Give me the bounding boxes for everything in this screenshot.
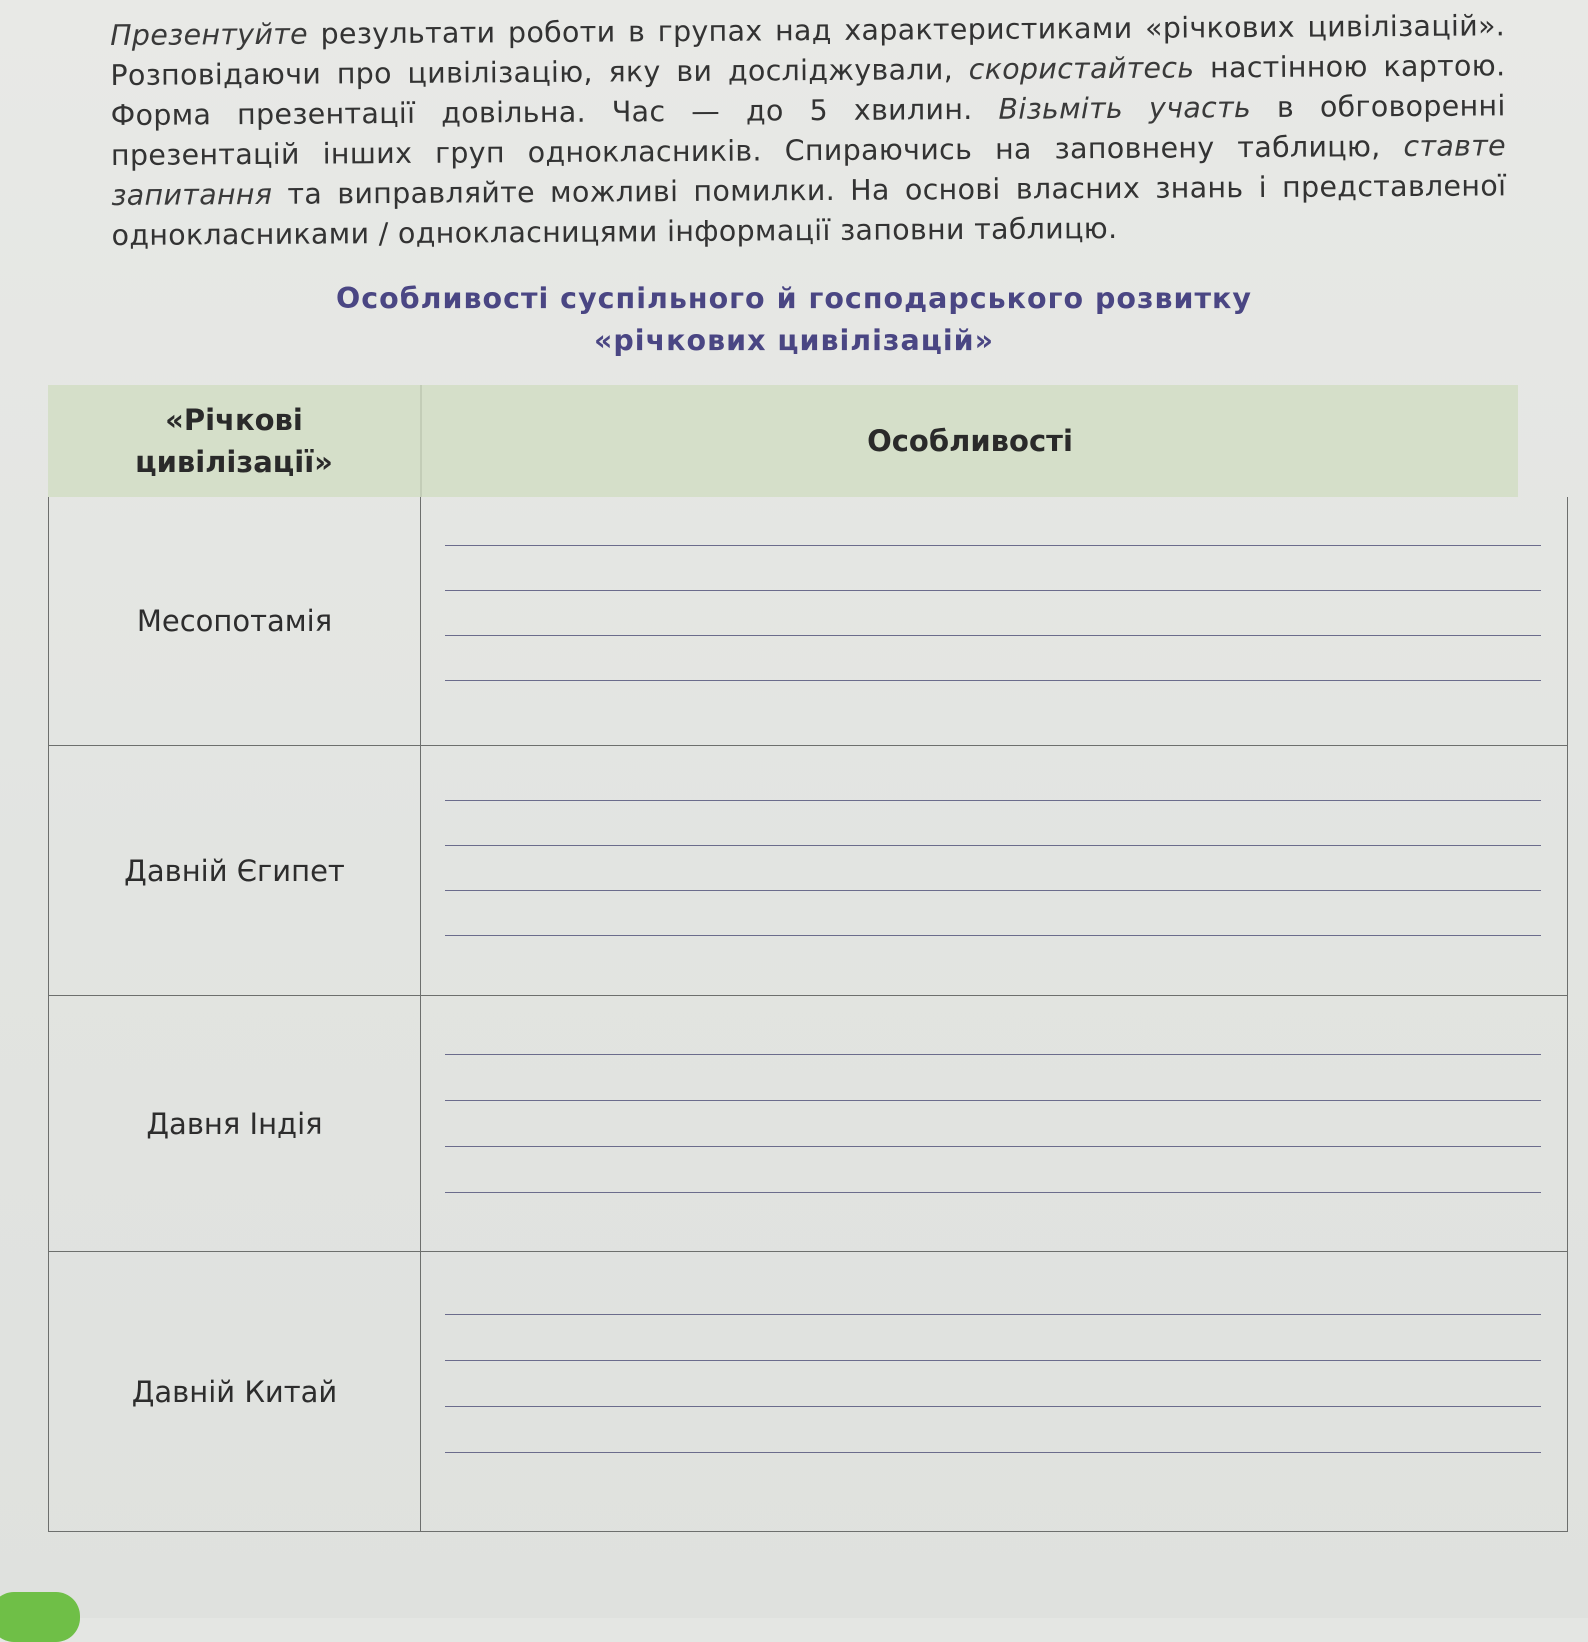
answer-line[interactable] [445, 1146, 1541, 1147]
instruction-verb-present: Презентуйте [110, 17, 309, 52]
answer-line[interactable] [445, 800, 1541, 801]
header-features: Особливості [867, 424, 1073, 458]
answer-line[interactable] [445, 545, 1541, 546]
answer-line[interactable] [445, 680, 1541, 681]
answer-line[interactable] [445, 1054, 1541, 1055]
answer-line[interactable] [445, 890, 1541, 891]
table-row [49, 497, 1567, 745]
table-title [0, 278, 1588, 362]
answer-lines-cell[interactable] [421, 1252, 1567, 1531]
table-row [49, 1251, 1567, 1531]
civilization-name: Давня Індія [49, 996, 421, 1251]
instruction-text-3: в обговоренні презентацій інших груп однокласників. Спираючись на заповнену таблицю, [110, 89, 1506, 172]
header-civilizations-line-1: «Річкові [165, 403, 303, 437]
header-civilizations-line-2: цивілізації» [135, 445, 333, 479]
table-title-line-2: «річкових цивілізацій» [594, 324, 994, 357]
answer-line[interactable] [445, 635, 1541, 636]
answer-line[interactable] [445, 1452, 1541, 1453]
table-title-line-1: Особливості суспільного й господарського розвитку [336, 282, 1252, 315]
page-corner-tab [0, 1592, 80, 1642]
answer-lines-cell[interactable] [421, 497, 1567, 745]
answer-line[interactable] [445, 1192, 1541, 1193]
answer-line[interactable] [445, 590, 1541, 591]
table-row [49, 745, 1567, 995]
header-civilizations [48, 385, 420, 497]
answer-line[interactable] [445, 1100, 1541, 1101]
answer-lines-cell[interactable] [421, 996, 1567, 1251]
answer-line[interactable] [445, 1406, 1541, 1407]
task-instructions [110, 6, 1507, 256]
instruction-text-2: настінною картою. Форма презентації довільна. Час — до 5 хвилин. [110, 49, 1506, 132]
instruction-text-4: та виправляйте можливі помилки. На основі власних знань і представленої однокласниками / однокласницями інформації заповни таблицю. [111, 169, 1507, 252]
answer-line[interactable] [445, 935, 1541, 936]
table-body [48, 497, 1568, 1531]
answer-lines-cell[interactable] [421, 746, 1567, 995]
table-header [48, 385, 1518, 497]
civilization-name: Давній Єгипет [49, 746, 421, 995]
answer-line[interactable] [445, 1314, 1541, 1315]
instruction-text-1: результати роботи в групах над характеристиками «річкових цивілізацій». Розповідаючи про цивілізацію, яку ви досліджували, [110, 9, 1506, 92]
civilizations-table [48, 385, 1568, 1532]
table-row [49, 995, 1567, 1251]
instruction-verb-use: скористайтесь [968, 51, 1195, 87]
instructions-paragraph [110, 6, 1507, 256]
civilization-name: Месопотамія [49, 497, 421, 745]
civilization-name: Давній Китай [49, 1252, 421, 1531]
instruction-verb-ask: ставте запитання [111, 129, 1507, 212]
answer-line[interactable] [445, 845, 1541, 846]
instruction-verb-participate: Візьміть участь [998, 91, 1252, 126]
answer-line[interactable] [445, 1360, 1541, 1361]
